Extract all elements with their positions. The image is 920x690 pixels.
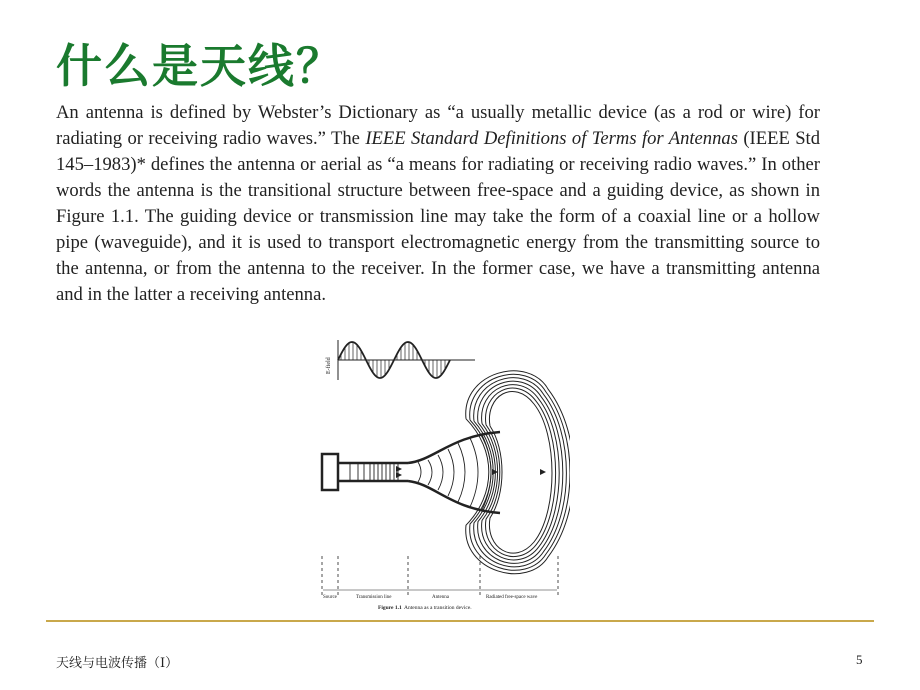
- radiated-wavefronts: [466, 371, 570, 574]
- wavefront: [458, 443, 465, 502]
- page-number: 5: [856, 652, 863, 667]
- arrow: [396, 472, 402, 478]
- label-antenna: Antenna: [432, 595, 449, 600]
- label-transmission-line: Transmission line: [356, 595, 392, 600]
- antenna-figure: [300, 334, 570, 614]
- figure-caption-number: Figure 1.1: [378, 605, 402, 611]
- paragraph-italic-title: IEEE Standard Definitions of Terms for Antennas: [365, 128, 738, 149]
- wavefront: [448, 449, 454, 496]
- paragraph-text-1: An antenna is defined by Webster’s Dictionary as “a usually metallic device (as a rod or wire) for radiating or receiving radio waves.” The: [56, 102, 820, 149]
- horn-upper-flare: [408, 432, 500, 463]
- wave-axis-label: E-field: [326, 357, 332, 374]
- transmission-line-field-lines: [350, 464, 398, 480]
- slide-title: 什么是天线？: [56, 39, 344, 93]
- body-paragraph: [56, 100, 820, 308]
- wavefront: [438, 455, 443, 490]
- arrow: [396, 466, 402, 472]
- horn-lower-flare: [408, 481, 500, 513]
- source-box: [322, 454, 338, 490]
- footer-divider: [46, 620, 874, 622]
- footer-course-title: 天线与电波传播（I）: [56, 656, 179, 671]
- label-source: Source: [323, 595, 337, 600]
- propagation-arrows: [396, 466, 546, 478]
- label-radiated-wave: Radiated free-space wave: [486, 595, 538, 600]
- wavefront: [428, 460, 432, 485]
- wavefront: [418, 462, 421, 482]
- antenna-diagram: [300, 334, 570, 614]
- figure-caption-text: Antenna as a transition device.: [404, 605, 472, 611]
- radiated-wavefront: [478, 381, 563, 563]
- arrow: [540, 469, 546, 475]
- wavefront: [470, 438, 478, 507]
- horn-wavefronts: [418, 435, 491, 510]
- paragraph-text-2: (IEEE Std 145–1983)* defines the antenna or aerial as “a means for radiating or receiving radio waves.” In other words the antenna is the transitional structure between free-space and a guiding device, as shown in Figure 1.1. The guiding device or transmission line may take the form of a coaxial line or a hollow pipe (waveguide), and it is used to transport electromagnetic energy from the transmitting source to the antenna, or from the antenna to the receiver. In the former case, we have a transmitting antenna and in the latter a receiving antenna.: [56, 128, 821, 305]
